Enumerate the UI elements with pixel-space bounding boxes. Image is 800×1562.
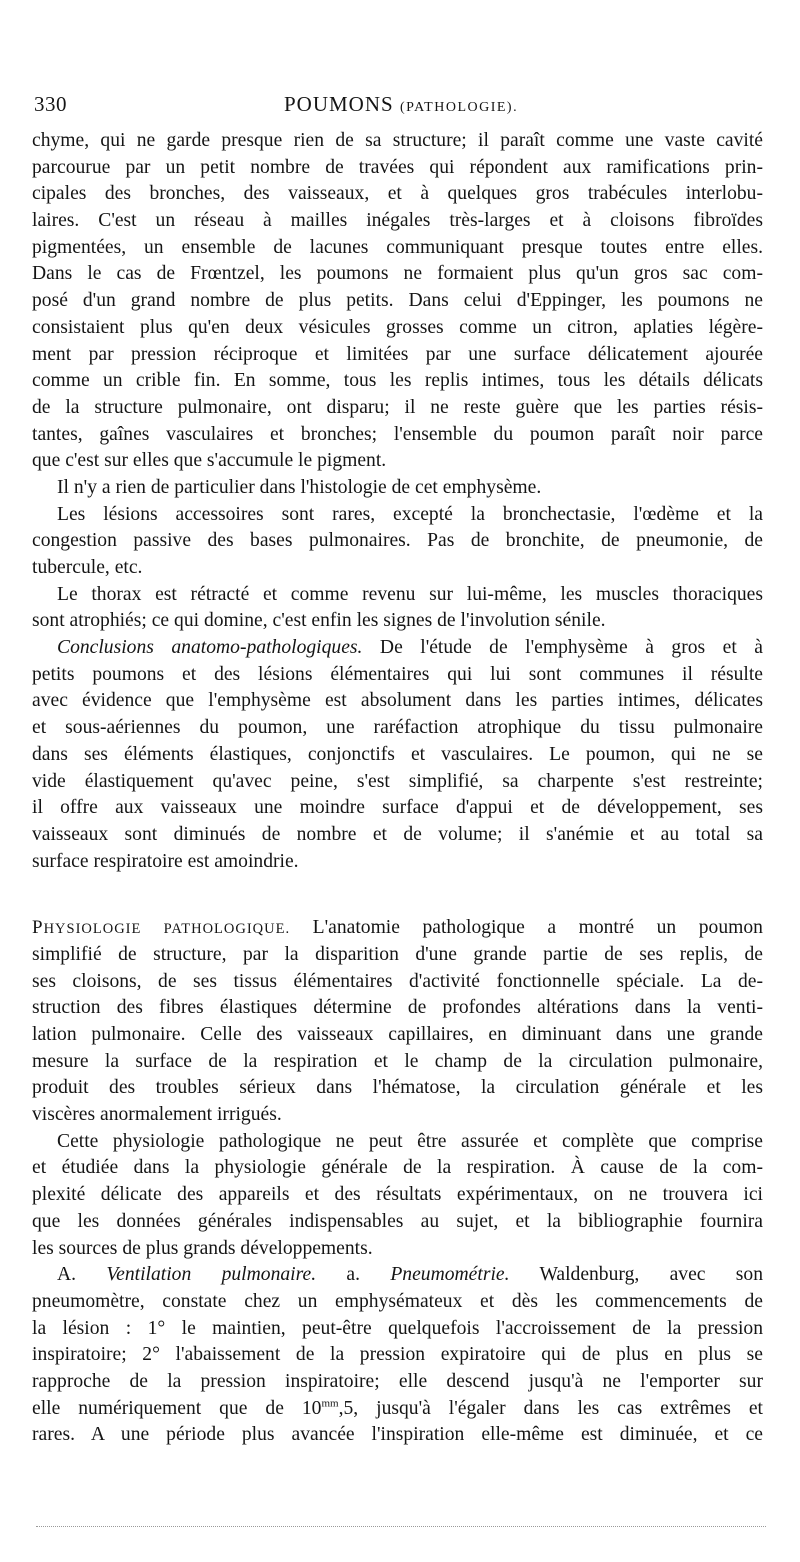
paragraph-histology <box>32 475 763 502</box>
page-number: 330 <box>34 92 67 116</box>
text-line: elle numériquement que de $10^{mm},5$, jusqu'à l'égaler dans les cas extrêmes et <box>32 1397 763 1419</box>
text-line: inspiratoire; 2° l'abaissement de la pression expiratoire qui de plus en plus se <box>32 1344 763 1366</box>
text-line: vaisseaux sont diminués de nombre et de volume; il s'anémie et au total sa <box>32 823 763 845</box>
text-line: lation pulmonaire. Celle des vaisseaux capillaires, en diminuant dans une grande <box>32 1024 763 1045</box>
text-line: surface respiratoire est amoindrie. <box>32 850 299 872</box>
paragraph-continuation <box>32 128 763 475</box>
text-line: parcourue par un petit nombre de travées qui répondent aux ramifications prin- <box>32 156 763 178</box>
text-line: Dans le cas de Frœntzel, les poumons ne formaient plus qu'un gros sac com- <box>32 263 763 285</box>
text-line: produit des troubles sérieux dans l'hématose, la circulation générale et les <box>32 1077 763 1099</box>
text-line: comme un crible fin. En somme, tous les replis intimes, tous les détails délicats <box>32 370 763 392</box>
text-line: mesure la surface de la respiration et le champ de la circulation pulmonaire, <box>32 1050 763 1072</box>
text-line: tubercule, etc. <box>32 557 143 578</box>
text-line: petits poumons et des lésions élémentaires qui lui sont communes il résulte <box>32 663 763 685</box>
text-line: simplifié de structure, par la disparition d'une grande partie de ses replis, de <box>32 943 763 965</box>
text-line: les sources de plus grands développements. <box>32 1237 373 1259</box>
conclusions-heading: Conclusions anatomo-pathologiques. <box>57 637 363 659</box>
text-line: congestion passive des bases pulmonaires. Pas de bronchite, de pneumonie, de <box>32 530 763 552</box>
body-text <box>32 128 763 1449</box>
running-title-sub: (PATHOLOGIE). <box>399 100 519 115</box>
paragraph-physiology-general <box>32 1129 763 1262</box>
paragraph-thorax <box>32 582 763 635</box>
text-line: de la structure pulmonaire, ont disparu; il ne reste guère que les parties résis- <box>32 396 763 418</box>
subsection-heading: Ventilation pulmonaire. <box>106 1264 317 1286</box>
text-line: Les lésions accessoires sont rares, excepté la bronchectasie, l'œdème et la <box>57 503 763 525</box>
text-line: ment par pression réciproque et limitées par une surface délicatement ajourée <box>32 343 763 365</box>
text-line: tantes, gaînes vasculaires et bronches; l'ensemble du poumon paraît noir parce <box>32 423 763 445</box>
text-line <box>32 915 763 942</box>
subsection-subheading: Pneumométrie. <box>390 1264 510 1286</box>
text-line: pneumomètre, constate chez un emphysémateux et dès les commencements de <box>32 1290 763 1312</box>
paragraph-conclusions <box>32 635 763 875</box>
text-run: De l'étude de l'emphysème à gros et à <box>362 637 763 659</box>
text-line: la lésion : 1° le maintien, peut-être quelquefois l'accroissement de la pression <box>32 1317 763 1339</box>
section-gap <box>32 875 763 915</box>
text-line: dans ses éléments élastiques, conjonctifs et vasculaires. Le poumon, qui ne se <box>32 743 763 765</box>
text-run: L'anatomie pathologique a montré un poumon <box>290 917 763 939</box>
text-line: rares. A une période plus avancée l'inspiration elle-même est diminuée, et ce <box>32 1424 763 1446</box>
text-line: struction des fibres élastiques détermine de profondes altérations dans la venti- <box>32 997 763 1019</box>
paragraph-accessory-lesions <box>32 502 763 582</box>
text-line: plexité délicate des appareils et des résultats expérimentaux, on ne trouvera ici <box>32 1184 763 1206</box>
text-line <box>32 635 763 662</box>
text-line: chyme, qui ne garde presque rien de sa structure; il paraît comme une vaste cavité <box>32 130 763 151</box>
text-line: consistaient plus qu'en deux vésicules grosses comme un citron, aplaties légère- <box>32 316 763 338</box>
text-line: que les données générales indispensables au sujet, et la bibliographie fournira <box>32 1210 763 1232</box>
text-line: vide élastiquement qu'avec peine, s'est simplifié, sa charpente s'est restreinte; <box>32 770 763 792</box>
paragraph-physiologie <box>32 915 763 1129</box>
text-line: il offre aux vaisseaux une moindre surface d'appui et de développement, ses <box>32 797 763 819</box>
text-line: et étudiée dans la physiologie générale de la respiration. À cause de la com- <box>32 1157 763 1179</box>
text-line: pigmentées, un ensemble de lacunes communiquant presque toutes entre elles. <box>32 236 763 258</box>
running-title-main: POUMONS <box>284 92 394 116</box>
text-line: viscères anormalement irrigués. <box>32 1104 282 1126</box>
text-run: Waldenburg, avec son <box>509 1264 764 1286</box>
text-line: sont atrophiés; ce qui domine, c'est enfin les signes de l'involution sénile. <box>32 610 606 632</box>
text-line: laires. C'est un réseau à mailles inégales très-larges et à cloisons fibroïdes <box>32 210 763 232</box>
text-line: Le thorax est rétracté et comme revenu sur lui-même, les muscles thoraciques <box>57 583 763 605</box>
text-line: A. Ventilation pulmonaire. a. Pneumométrie. Waldenburg, avec son <box>57 1264 764 1286</box>
text-line: posé d'un grand nombre de plus petits. Dans celui d'Eppinger, les poumons ne <box>32 290 763 312</box>
running-title <box>284 92 518 117</box>
text-line: ses cloisons, de ses tissus élémentaires d'activité fonctionnelle spéciale. La de- <box>32 970 763 992</box>
text-line: rapproche de la pression inspiratoire; elle descend jusqu'à ne l'emporter sur <box>32 1370 763 1392</box>
text-line: et sous-aériennes du poumon, une raréfaction atrophique du tissu pulmonaire <box>32 717 763 739</box>
text-line: que c'est sur elles que s'accumule le pigment. <box>32 450 387 472</box>
text-line: Cette physiologie pathologique ne peut être assurée et complète que comprise <box>57 1130 763 1152</box>
running-header <box>34 92 764 124</box>
section-heading: PHYSIOLOGIE PATHOLOGIQUE. <box>32 917 291 939</box>
text-line: avec évidence que l'emphysème est absolument dans les parties intimes, délicates <box>32 690 763 712</box>
paragraph-ventilation <box>32 1262 763 1449</box>
text-line: Il n'y a rien de particulier dans l'histologie de cet emphysème. <box>57 476 542 498</box>
text-line: cipales des bronches, des vaisseaux, et à quelques gros trabécules interlobu- <box>32 183 763 205</box>
scan-artifact-divider <box>36 1526 766 1527</box>
